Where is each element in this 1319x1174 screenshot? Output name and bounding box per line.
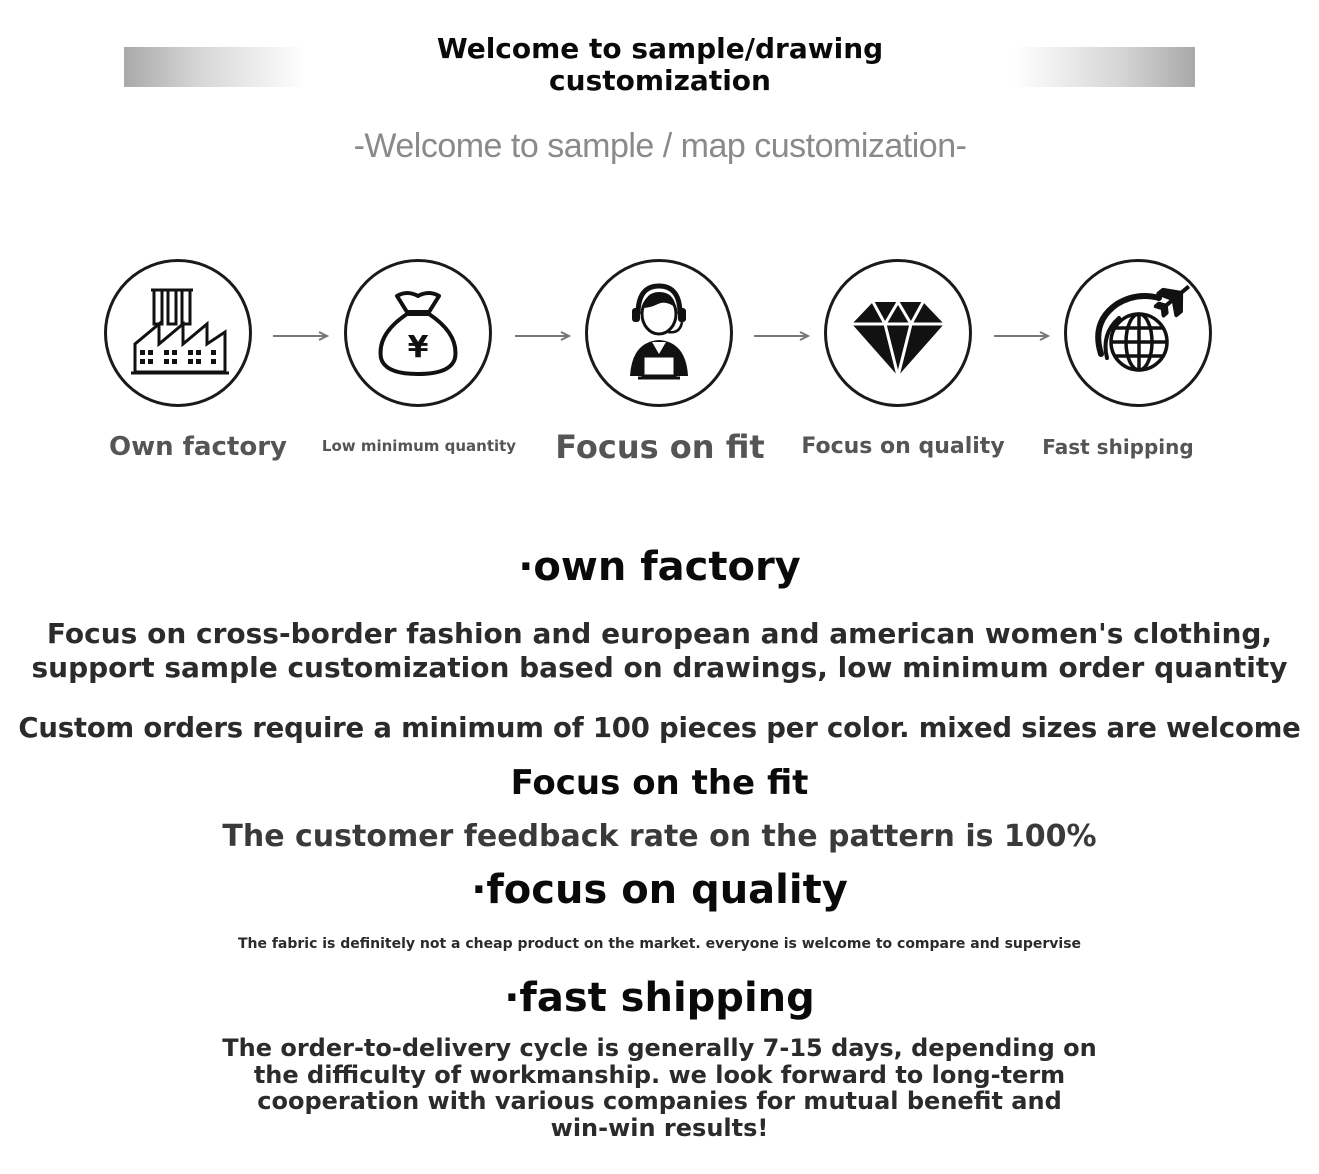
section-heading-own-factory: ·own factory xyxy=(518,544,801,590)
fit-text-line-1: The customer feedback rate on the pattern is 100% xyxy=(222,819,1097,854)
own-factory-text-line-1: Focus on cross-border fashion and european and american women's clothing, xyxy=(46,617,1273,650)
section-heading-quality: ·focus on quality xyxy=(471,867,848,913)
page-title-line-2: customization xyxy=(549,64,771,97)
feature-label-own-factory: Own factory xyxy=(108,432,287,462)
shipping-text-line-3: cooperation with various companies for mutual benefit and xyxy=(257,1087,1062,1115)
arrow-icon xyxy=(273,330,329,342)
page-title-line-1: Welcome to sample/drawing xyxy=(436,32,884,65)
own-factory-text-line-2: support sample customization based on drawings, low minimum order quantity xyxy=(31,651,1288,684)
feature-own-factory xyxy=(104,259,252,407)
feature-fast-shipping xyxy=(1064,259,1212,407)
customer-service-icon xyxy=(588,262,730,404)
arrow-icon xyxy=(754,330,810,342)
quality-text-line-1: The fabric is definitely not a cheap product on the market. everyone is welcome to compare and supervise xyxy=(237,936,1082,952)
page-title xyxy=(360,33,960,97)
feature-focus-on-quality xyxy=(824,259,972,407)
money-bag-icon xyxy=(347,262,489,404)
section-heading-shipping: ·fast shipping xyxy=(504,975,815,1021)
feature-focus-on-fit xyxy=(585,259,733,407)
globe-airplane-icon xyxy=(1067,262,1209,404)
page-subtitle: -Welcome to sample / map customization- xyxy=(353,127,967,165)
svg-text:¥: ¥ xyxy=(407,330,429,365)
arrow-icon xyxy=(994,330,1050,342)
section-heading-fit: Focus on the fit xyxy=(510,763,809,803)
shipping-text-line-4: win-win results! xyxy=(550,1114,769,1142)
feature-label-low-minimum-quantity: Low minimum quantity xyxy=(321,437,517,455)
own-factory-text-line-3: Custom orders require a minimum of 100 pieces per color. mixed sizes are welcome xyxy=(18,712,1301,744)
feature-label-focus-on-quality: Focus on quality xyxy=(801,434,1005,459)
feature-label-fast-shipping: Fast shipping xyxy=(1042,435,1194,459)
factory-icon xyxy=(107,262,249,404)
shipping-text-line-2: the difficulty of workmanship. we look forward to long-term xyxy=(253,1061,1066,1089)
diamond-icon xyxy=(827,262,969,404)
feature-low-minimum-quantity xyxy=(344,259,492,407)
arrow-icon xyxy=(515,330,571,342)
feature-label-focus-on-fit: Focus on fit xyxy=(555,428,765,466)
shipping-text-line-1: The order-to-delivery cycle is generally 7-15 days, depending on xyxy=(222,1034,1097,1062)
